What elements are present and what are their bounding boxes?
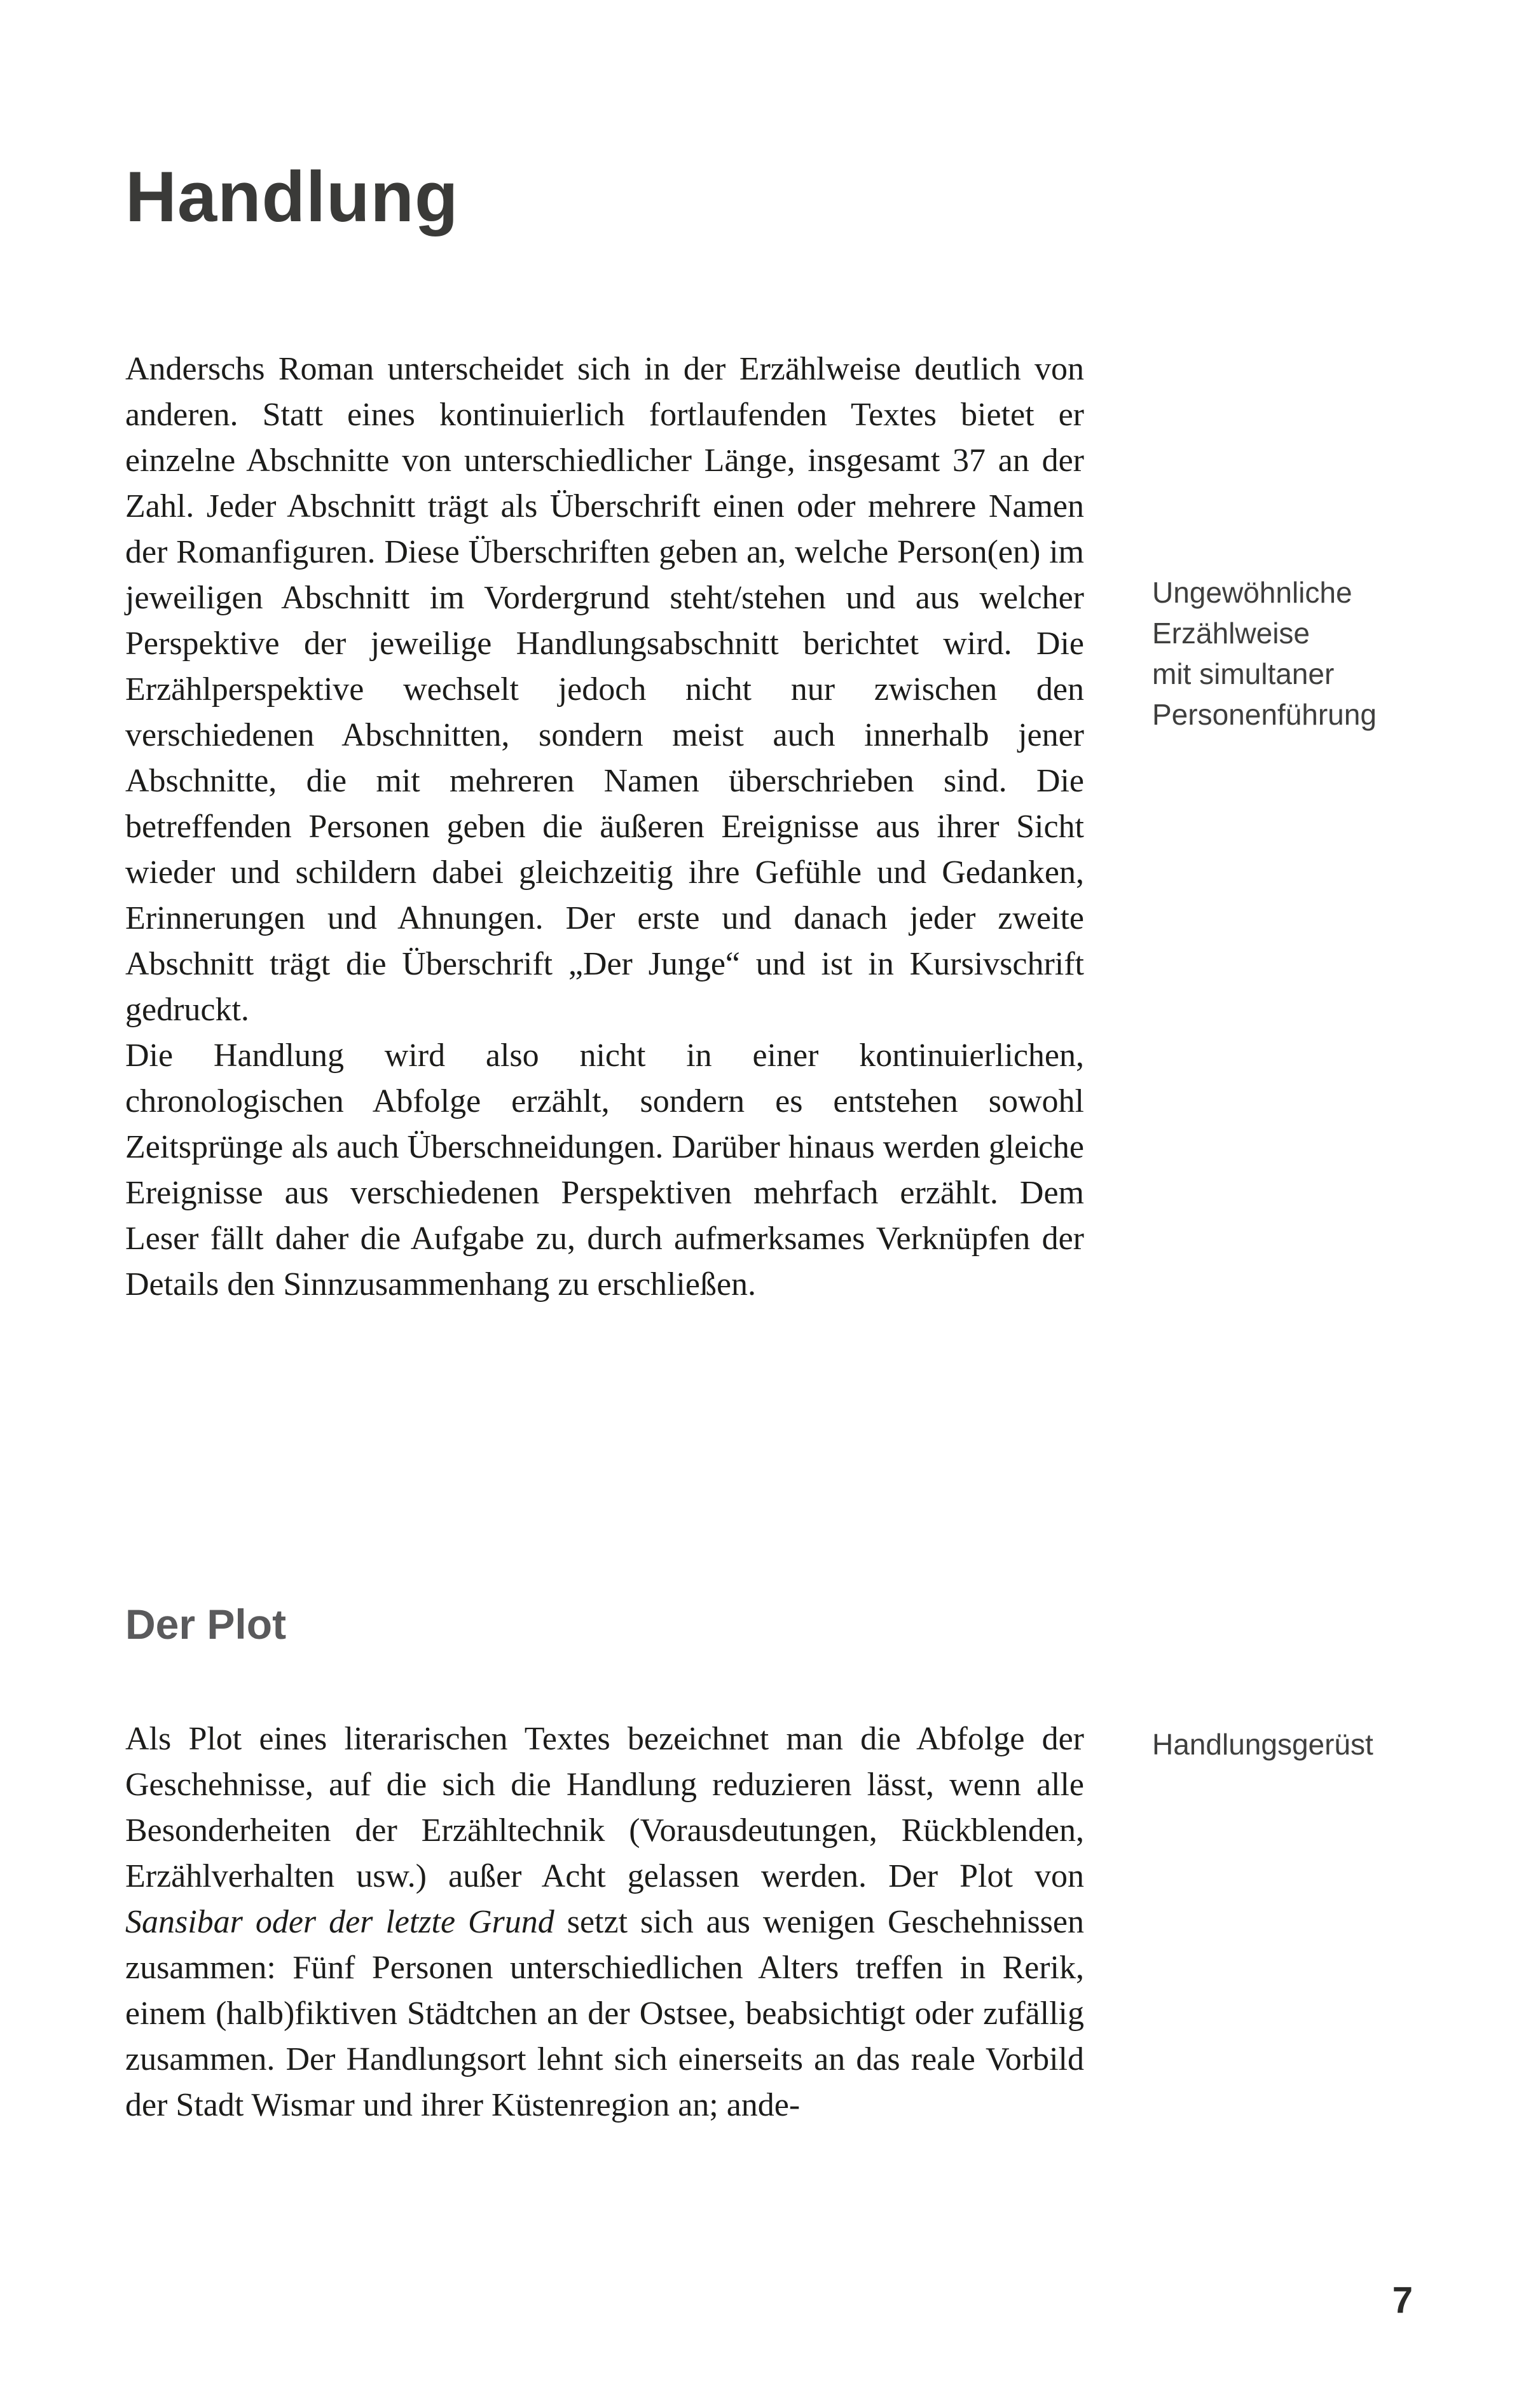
paragraph-abfolge: Die Handlung wird also nicht in einer kontinuierlichen, chronologischen Abfolge erzählt, sondern es entstehen sowohl Zeitsprünge als auch Überschneidungen. Darüber hinaus werden gleiche Ereignisse aus verschiedenen Perspektiven mehrfach erzählt. Dem Leser fällt daher die Aufgabe zu, durch aufmerksames Verknüpfen der Details den Sinnzusammenhang zu erschließen. — [125, 1037, 1084, 1303]
margin-note-line: Ungewöhnliche — [1152, 576, 1352, 609]
section-heading-der-plot: Der Plot — [125, 1601, 287, 1648]
margin-note-erzaehlweise — [1152, 572, 1426, 735]
paragraph-erzaehlweise: Anderschs Roman unterscheidet sich in der Erzählweise deutlich von anderen. Statt eines kontinuierlich fortlaufenden Textes bietet er einzelne Abschnitte von unterschiedlicher Länge, insgesamt 37 an der Zahl. Jeder Abschnitt trägt als Überschrift einen oder mehrere Namen der Romanfiguren. Diese Überschriften geben an, welche Person(en) im jeweiligen Abschnitt im Vordergrund steht/stehen und aus welcher Perspektive der jeweilige Handlungsabschnitt berichtet wird. Die Erzählperspektive wechselt jedoch nicht nur zwischen den verschiedenen Abschnitten, sondern meist auch innerhalb jener Abschnitte, die mit mehreren Namen überschrieben sind. Die betreffenden Personen geben die äußeren Ereignisse aus ihrer Sicht wieder und schildern dabei gleichzeitig ihre Gefühle und Gedanken, Erinnerungen und Ahnungen. Der erste und danach jeder zweite Abschnitt trägt die Überschrift „Der Junge“ und ist in Kursivschrift gedruckt. — [125, 351, 1084, 1028]
page-number: 7 — [1392, 2280, 1413, 2321]
margin-note-handlungsgeruest: Handlungsgerüst — [1152, 1728, 1373, 1761]
margin-note-line: mit simultaner — [1152, 657, 1335, 690]
book-title-italic: Sansibar oder der letzte Grund — [125, 1904, 554, 1940]
paragraph-plot — [125, 1716, 1084, 2128]
plot-text-pre: Als Plot eines literarischen Textes bezeichnet man die Abfolge der Geschehnisse, auf die sich die Handlung reduzieren lässt, wenn alle Besonderheiten der Erzähltechnik (Vorausdeutungen, Rückblenden, Erzählverhalten usw.) außer Acht gelassen werden. Der Plot von — [125, 1721, 1084, 1894]
page-title: Handlung — [125, 157, 459, 236]
intro-text-block — [125, 346, 1084, 1308]
margin-note-line: Erzählweise — [1152, 617, 1310, 650]
margin-note-line: Personenführung — [1152, 698, 1377, 731]
plot-text-block — [125, 1716, 1084, 2128]
plot-text-post: setzt sich aus wenigen Geschehnissen zusammen: Fünf Personen unterschiedlichen Alters treffen in Rerik, einem (halb)fiktiven Städtchen an der Ostsee, beabsichtigt oder zufällig zusammen. Der Handlungsort lehnt sich einerseits an das reale Vorbild der Stadt Wismar und ihrer Küstenregion an; ande- — [125, 1904, 1084, 2123]
